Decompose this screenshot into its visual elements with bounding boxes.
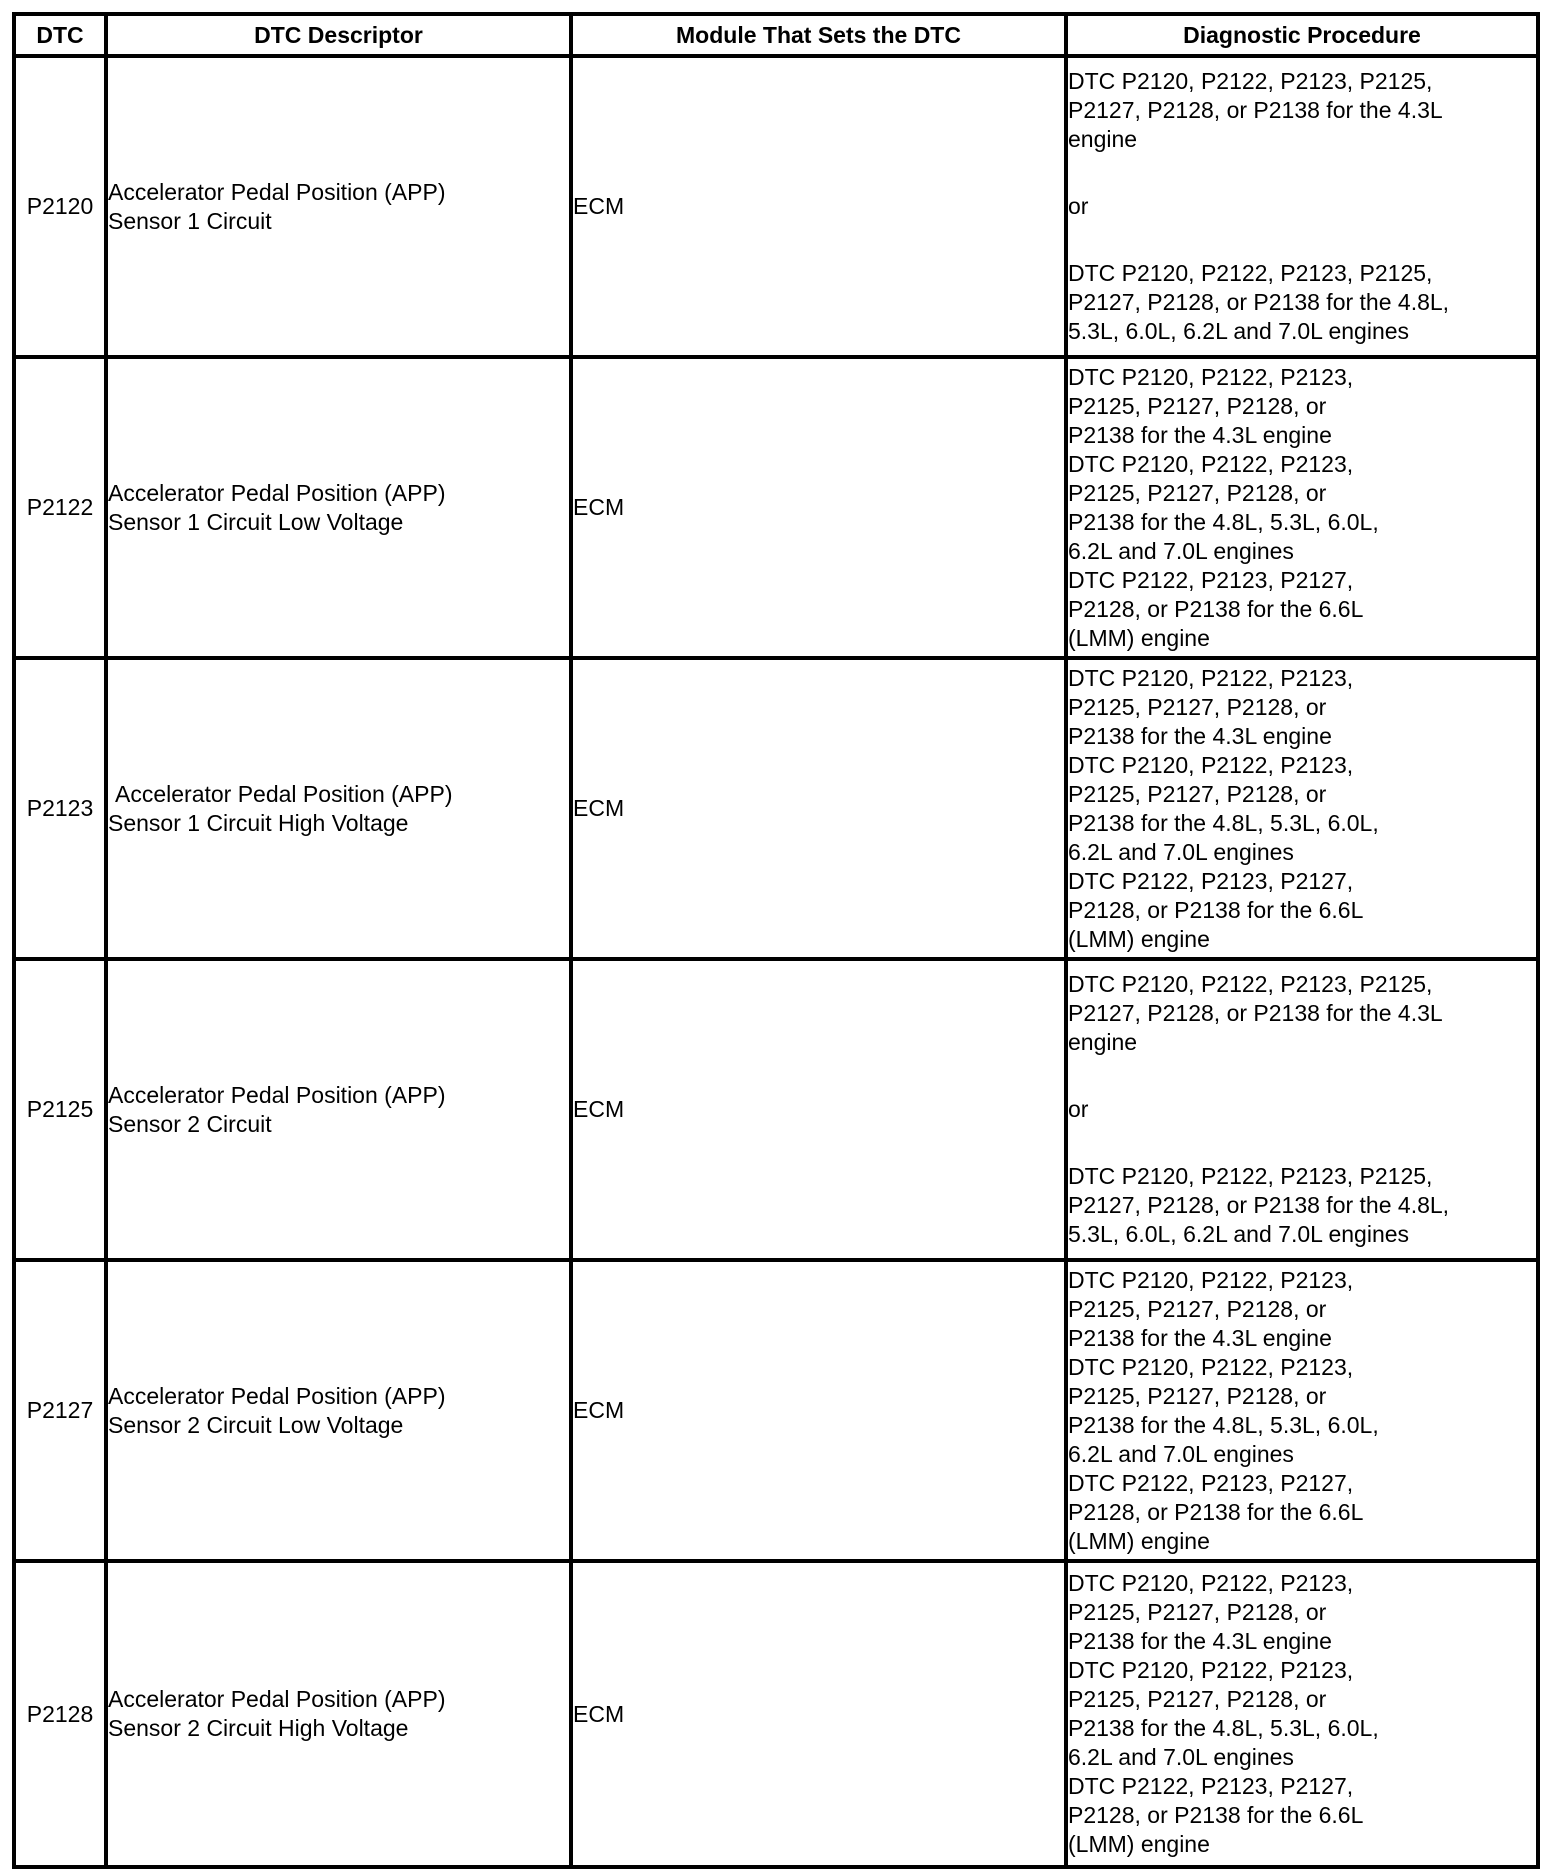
descriptor-line: Sensor 2 Circuit Low Voltage xyxy=(108,1411,404,1438)
procedure-line: P2127, P2128, or P2138 for the 4.3L xyxy=(1068,1000,1443,1026)
procedure-line: P2125, P2127, P2128, or xyxy=(1068,1382,1327,1409)
header-dtc-descriptor: DTC Descriptor xyxy=(106,14,571,56)
procedure-line: (LMM) engine xyxy=(1068,1527,1210,1554)
procedure-line: P2128, or P2138 for the 6.6L xyxy=(1068,595,1364,622)
dtc-code: P2120 xyxy=(14,56,106,357)
descriptor-line: Accelerator Pedal Position (APP) xyxy=(115,780,453,807)
spacer xyxy=(1068,221,1536,259)
spacer xyxy=(1068,1057,1536,1095)
procedure-line: P2138 for the 4.3L engine xyxy=(1068,421,1332,448)
procedure-line: (LMM) engine xyxy=(1068,624,1210,651)
dtc-code: P2125 xyxy=(14,959,106,1260)
procedure-line: engine xyxy=(1068,1029,1138,1055)
dtc-code: P2128 xyxy=(14,1561,106,1867)
procedure-line: DTC P2120, P2122, P2123, P2125, xyxy=(1068,1163,1433,1189)
header-dtc: DTC xyxy=(14,14,106,56)
spacer xyxy=(1068,1124,1536,1162)
descriptor-line: Sensor 1 Circuit Low Voltage xyxy=(108,508,404,535)
table-row xyxy=(14,658,1538,959)
dtc-code: P2122 xyxy=(14,357,106,658)
module-cell: ECM xyxy=(571,56,1066,357)
procedure-line: 5.3L, 6.0L, 6.2L and 7.0L engines xyxy=(1068,318,1410,344)
procedure-line: P2128, or P2138 for the 6.6L xyxy=(1068,896,1364,923)
module-cell: ECM xyxy=(571,1260,1066,1561)
descriptor-line: Sensor 1 Circuit xyxy=(108,207,272,234)
procedure-line: P2127, P2128, or P2138 for the 4.8L, xyxy=(1068,289,1450,315)
header-diagnostic-procedure: Diagnostic Procedure xyxy=(1066,14,1538,56)
procedure-line: or xyxy=(1068,1096,1089,1122)
diagnostic-procedure xyxy=(1066,56,1538,357)
procedure-line: 6.2L and 7.0L engines xyxy=(1068,1744,1294,1770)
descriptor-line: Sensor 1 Circuit High Voltage xyxy=(108,809,409,836)
dtc-descriptor xyxy=(106,56,571,357)
descriptor-line: Accelerator Pedal Position (APP) xyxy=(108,1686,446,1712)
module-cell: ECM xyxy=(571,959,1066,1260)
dtc-descriptor xyxy=(106,1561,571,1867)
procedure-line: P2125, P2127, P2128, or xyxy=(1068,1295,1327,1322)
descriptor-line: Accelerator Pedal Position (APP) xyxy=(108,178,446,205)
procedure-line: P2125, P2127, P2128, or xyxy=(1068,1599,1327,1625)
procedure-line: DTC P2120, P2122, P2123, xyxy=(1068,363,1354,390)
dtc-table xyxy=(12,12,1540,1869)
procedure-line: DTC P2120, P2122, P2123, P2125, xyxy=(1068,971,1433,997)
diagnostic-procedure xyxy=(1066,1260,1538,1561)
procedure-line: (LMM) engine xyxy=(1068,1831,1210,1857)
procedure-line: P2125, P2127, P2128, or xyxy=(1068,479,1327,506)
table-row xyxy=(14,1561,1538,1867)
procedure-line: 5.3L, 6.0L, 6.2L and 7.0L engines xyxy=(1068,1221,1410,1247)
module-cell: ECM xyxy=(571,357,1066,658)
descriptor-line: Sensor 2 Circuit High Voltage xyxy=(108,1715,409,1741)
table-row xyxy=(14,1260,1538,1561)
procedure-line: DTC P2122, P2123, P2127, xyxy=(1068,867,1354,894)
diagnostic-procedure xyxy=(1066,959,1538,1260)
procedure-line: P2127, P2128, or P2138 for the 4.3L xyxy=(1068,97,1443,123)
dtc-descriptor xyxy=(106,357,571,658)
procedure-line: P2125, P2127, P2128, or xyxy=(1068,693,1327,720)
procedure-line: P2125, P2127, P2128, or xyxy=(1068,1686,1327,1712)
dtc-descriptor xyxy=(106,658,571,959)
procedure-line: DTC P2120, P2122, P2123, P2125, xyxy=(1068,68,1433,94)
descriptor-line: Accelerator Pedal Position (APP) xyxy=(108,479,446,506)
procedure-line: DTC P2120, P2122, P2123, xyxy=(1068,1266,1354,1293)
procedure-line: or xyxy=(1068,193,1089,219)
procedure-line: P2138 for the 4.8L, 5.3L, 6.0L, xyxy=(1068,1411,1379,1438)
module-cell: ECM xyxy=(571,658,1066,959)
procedure-line: DTC P2122, P2123, P2127, xyxy=(1068,566,1354,593)
procedure-line: 6.2L and 7.0L engines xyxy=(1068,537,1294,564)
descriptor-line: Sensor 2 Circuit xyxy=(108,1110,272,1137)
table-row xyxy=(14,56,1538,357)
procedure-line: DTC P2120, P2122, P2123, xyxy=(1068,664,1354,691)
dtc-code: P2123 xyxy=(14,658,106,959)
procedure-line: P2125, P2127, P2128, or xyxy=(1068,392,1327,419)
descriptor-line: Accelerator Pedal Position (APP) xyxy=(108,1081,446,1108)
procedure-line: P2125, P2127, P2128, or xyxy=(1068,780,1327,807)
procedure-line: DTC P2122, P2123, P2127, xyxy=(1068,1469,1354,1496)
header-row xyxy=(14,14,1538,56)
procedure-line: P2138 for the 4.3L engine xyxy=(1068,722,1332,749)
procedure-line: P2128, or P2138 for the 6.6L xyxy=(1068,1802,1364,1828)
procedure-line: P2138 for the 4.3L engine xyxy=(1068,1628,1332,1654)
procedure-line: P2138 for the 4.8L, 5.3L, 6.0L, xyxy=(1068,1715,1379,1741)
procedure-line: 6.2L and 7.0L engines xyxy=(1068,838,1294,865)
procedure-line: P2127, P2128, or P2138 for the 4.8L, xyxy=(1068,1192,1450,1218)
procedure-line: P2128, or P2138 for the 6.6L xyxy=(1068,1498,1364,1525)
procedure-line: DTC P2122, P2123, P2127, xyxy=(1068,1773,1354,1799)
procedure-line: DTC P2120, P2122, P2123, P2125, xyxy=(1068,260,1433,286)
procedure-line: DTC P2120, P2122, P2123, xyxy=(1068,1353,1354,1380)
procedure-line: DTC P2120, P2122, P2123, xyxy=(1068,1570,1354,1596)
procedure-line: 6.2L and 7.0L engines xyxy=(1068,1440,1294,1467)
spacer xyxy=(1068,154,1536,192)
dtc-descriptor xyxy=(106,959,571,1260)
dtc-code: P2127 xyxy=(14,1260,106,1561)
procedure-line: engine xyxy=(1068,126,1138,152)
diagnostic-procedure xyxy=(1066,658,1538,959)
dtc-descriptor xyxy=(106,1260,571,1561)
procedure-line: (LMM) engine xyxy=(1068,925,1210,952)
module-cell: ECM xyxy=(571,1561,1066,1867)
procedure-line: P2138 for the 4.8L, 5.3L, 6.0L, xyxy=(1068,508,1379,535)
table-row xyxy=(14,357,1538,658)
procedure-line: DTC P2120, P2122, P2123, xyxy=(1068,751,1354,778)
procedure-line: DTC P2120, P2122, P2123, xyxy=(1068,1657,1354,1683)
table-row xyxy=(14,959,1538,1260)
procedure-line: P2138 for the 4.3L engine xyxy=(1068,1324,1332,1351)
procedure-line: P2138 for the 4.8L, 5.3L, 6.0L, xyxy=(1068,809,1379,836)
header-module: Module That Sets the DTC xyxy=(571,14,1066,56)
diagnostic-procedure xyxy=(1066,1561,1538,1867)
procedure-line: DTC P2120, P2122, P2123, xyxy=(1068,450,1354,477)
descriptor-line: Accelerator Pedal Position (APP) xyxy=(108,1382,446,1409)
diagnostic-procedure xyxy=(1066,357,1538,658)
